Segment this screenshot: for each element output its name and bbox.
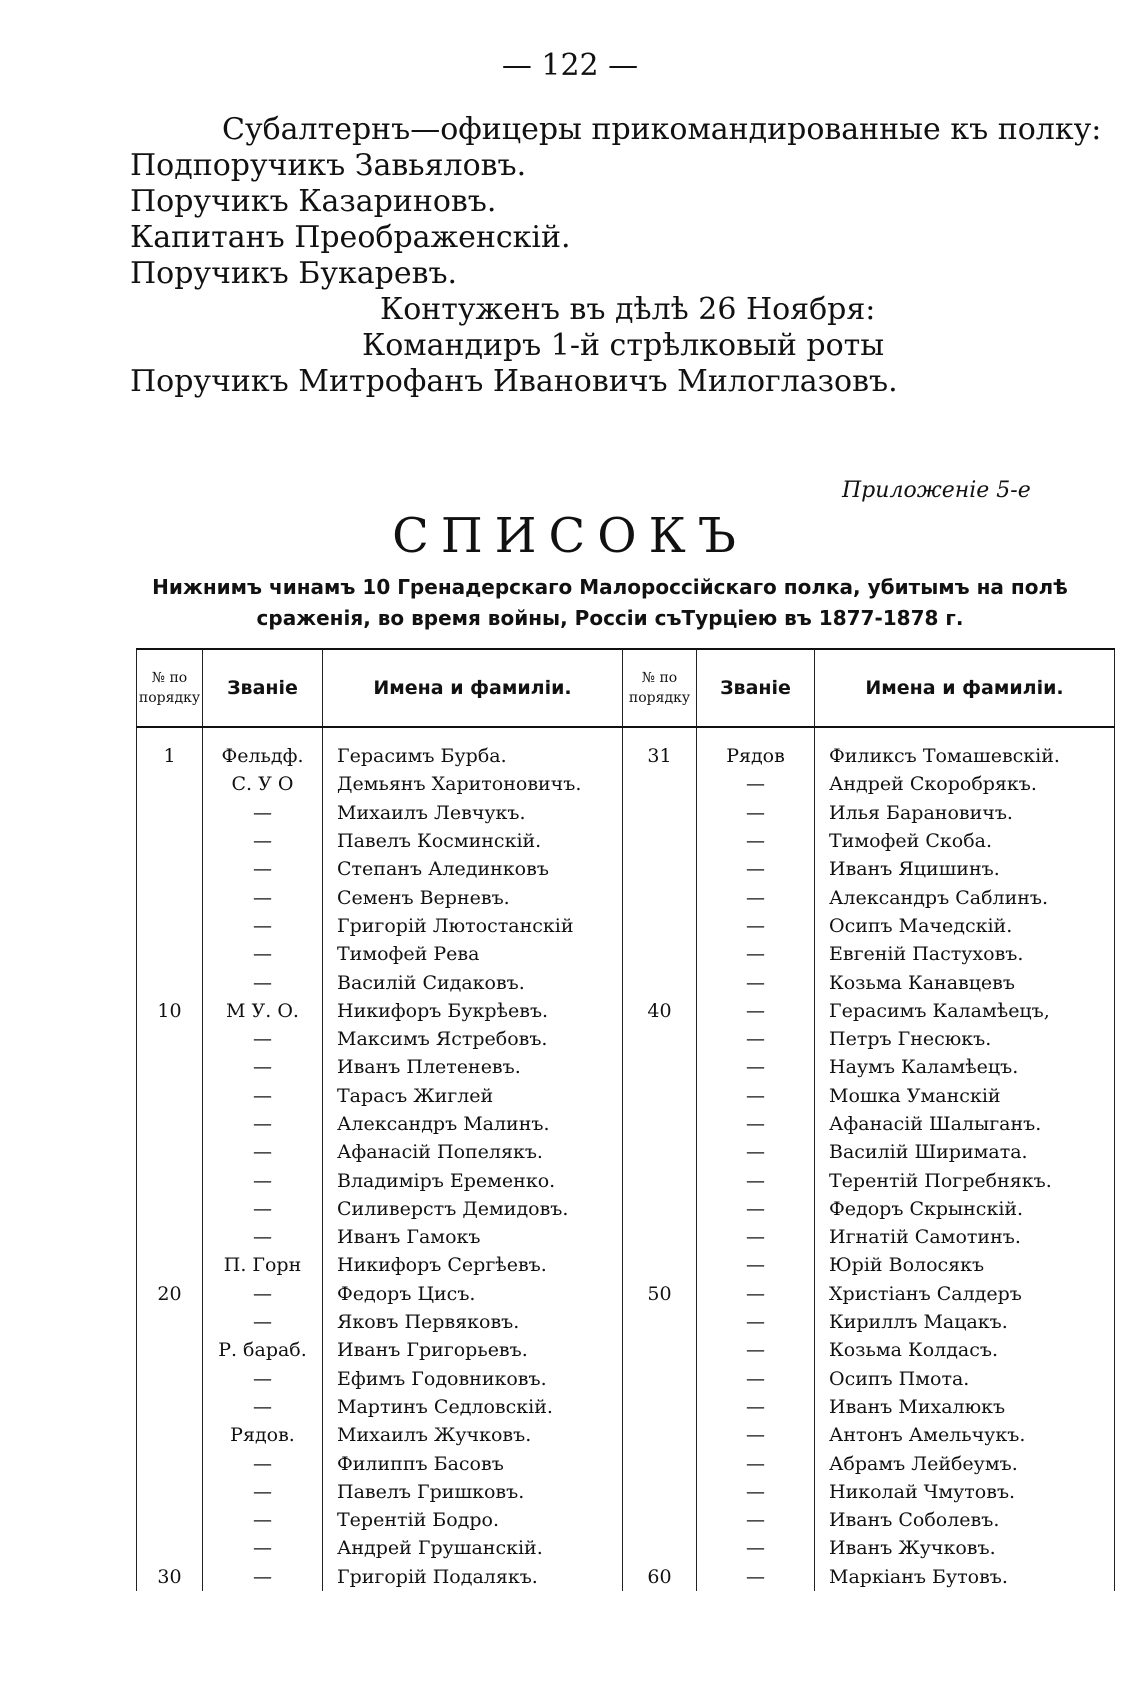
cell-name: Александръ Саблинъ. — [815, 883, 1115, 911]
table-row — [137, 1138, 1115, 1166]
table-row — [137, 968, 1115, 996]
cell-number — [623, 912, 697, 940]
cell-name: Иванъ Плетеневъ. — [323, 1053, 623, 1081]
cell-rank: — — [697, 1336, 815, 1364]
cell-rank: — — [697, 1365, 815, 1393]
cell-rank: — — [203, 1025, 323, 1053]
cell-name: Федоръ Цисъ. — [323, 1280, 623, 1308]
cell-rank: — — [697, 1053, 815, 1081]
cell-rank: Рядов. — [203, 1421, 323, 1449]
cell-name: Терентій Бодро. — [323, 1506, 623, 1534]
cell-name: Никифоръ Сергѣевъ. — [323, 1251, 623, 1279]
table-row — [137, 1365, 1115, 1393]
cell-number — [623, 855, 697, 883]
table-row — [137, 1563, 1115, 1591]
cell-name: Мошка Уманскій — [815, 1082, 1115, 1110]
intro-line: Поручикъ Митрофанъ Ивановичъ Милоглазовъ. — [130, 364, 898, 399]
table-row — [137, 940, 1115, 968]
cell-name: Иванъ Яцишинъ. — [815, 855, 1115, 883]
cell-number — [623, 1534, 697, 1562]
appendix-label: Приложеніе 5-е — [842, 478, 1031, 503]
cell-number — [137, 1449, 203, 1477]
cell-name: Наумъ Каламѣецъ. — [815, 1053, 1115, 1081]
cell-number — [623, 1449, 697, 1477]
intro-subheading: Командиръ 1-й стрѣлковый роты — [362, 328, 885, 363]
cell-number — [137, 799, 203, 827]
cell-name: Иванъ Гамокъ — [323, 1223, 623, 1251]
header-name: Имена и фамиліи. — [323, 649, 623, 727]
cell-name: Герасимъ Каламѣецъ, — [815, 997, 1115, 1025]
cell-name: Абрамъ Лейбеумъ. — [815, 1449, 1115, 1477]
cell-number — [137, 855, 203, 883]
table-row — [137, 912, 1115, 940]
cell-rank: — — [203, 1506, 323, 1534]
cell-rank: — — [697, 1563, 815, 1591]
cell-number — [623, 1308, 697, 1336]
intro-block — [130, 112, 1102, 400]
cell-name: Владиміръ Еременко. — [323, 1166, 623, 1194]
cell-number — [623, 799, 697, 827]
cell-name: Кириллъ Мацакъ. — [815, 1308, 1115, 1336]
table-row — [137, 1195, 1115, 1223]
cell-number: 10 — [137, 997, 203, 1025]
header-rank: Званіе — [697, 649, 815, 727]
cell-number — [137, 827, 203, 855]
cell-rank: — — [697, 940, 815, 968]
cell-rank: — — [697, 1251, 815, 1279]
list-subtitle — [130, 572, 1090, 634]
casualty-table — [136, 648, 1115, 1591]
table-row — [137, 855, 1115, 883]
cell-name: Евгеній Пастуховъ. — [815, 940, 1115, 968]
cell-rank: — — [697, 855, 815, 883]
cell-number — [623, 1365, 697, 1393]
cell-rank: — — [203, 912, 323, 940]
table-row — [137, 1110, 1115, 1138]
intro-line: Капитанъ Преображенскій. — [130, 220, 571, 255]
cell-number — [137, 1223, 203, 1251]
cell-rank: — — [697, 770, 815, 798]
cell-rank: Фельдф. — [203, 727, 323, 770]
cell-name: Тарасъ Жиглей — [323, 1082, 623, 1110]
table-header-row — [137, 649, 1115, 727]
table-row — [137, 770, 1115, 798]
cell-number — [137, 1082, 203, 1110]
cell-number: 40 — [623, 997, 697, 1025]
cell-number — [623, 968, 697, 996]
table-row — [137, 1534, 1115, 1562]
cell-name: Маркіанъ Бутовъ. — [815, 1563, 1115, 1591]
cell-rank: — — [203, 940, 323, 968]
cell-name: Андрей Скоробрякъ. — [815, 770, 1115, 798]
cell-number: 30 — [137, 1563, 203, 1591]
cell-rank: — — [203, 1534, 323, 1562]
cell-number: 60 — [623, 1563, 697, 1591]
cell-name: Петръ Гнесюкъ. — [815, 1025, 1115, 1053]
list-title: СПИСОКЪ — [392, 508, 748, 564]
table-row — [137, 1506, 1115, 1534]
cell-rank: — — [203, 883, 323, 911]
cell-rank: — — [697, 1506, 815, 1534]
table-row — [137, 1336, 1115, 1364]
cell-name: Степанъ Алединковъ — [323, 855, 623, 883]
table-row — [137, 1393, 1115, 1421]
cell-name: Николай Чмутовъ. — [815, 1478, 1115, 1506]
cell-number — [623, 770, 697, 798]
cell-number — [137, 1025, 203, 1053]
cell-number — [623, 940, 697, 968]
cell-name: Демьянъ Харитоновичъ. — [323, 770, 623, 798]
cell-name: Афанасій Шалыганъ. — [815, 1110, 1115, 1138]
cell-name: Козьма Колдасъ. — [815, 1336, 1115, 1364]
cell-rank: — — [203, 1365, 323, 1393]
cell-number: 1 — [137, 727, 203, 770]
cell-name: Осипъ Мачедскій. — [815, 912, 1115, 940]
cell-number — [137, 912, 203, 940]
cell-number — [623, 1110, 697, 1138]
cell-number — [137, 1534, 203, 1562]
cell-name: Юрій Волосякъ — [815, 1251, 1115, 1279]
cell-rank: — — [203, 1449, 323, 1477]
cell-rank: — — [697, 912, 815, 940]
cell-name: Григорій Лютостанскій — [323, 912, 623, 940]
cell-rank: — — [697, 1025, 815, 1053]
cell-rank: — — [697, 1110, 815, 1138]
cell-rank: — — [697, 1280, 815, 1308]
header-rank: Званіе — [203, 649, 323, 727]
cell-rank: — — [697, 1449, 815, 1477]
cell-rank: — — [203, 1166, 323, 1194]
intro-heading: Субалтернъ—офицеры прикомандированные къ полку: — [222, 112, 1102, 147]
cell-number — [623, 1393, 697, 1421]
cell-name: Ефимъ Годовниковъ. — [323, 1365, 623, 1393]
cell-rank: — — [203, 827, 323, 855]
cell-number — [623, 1138, 697, 1166]
cell-rank: — — [697, 1534, 815, 1562]
table-row — [137, 1478, 1115, 1506]
table-row — [137, 1053, 1115, 1081]
cell-rank: — — [697, 799, 815, 827]
cell-rank: — — [697, 1308, 815, 1336]
table-row — [137, 997, 1115, 1025]
cell-name: Максимъ Ястребовъ. — [323, 1025, 623, 1053]
cell-name: Мартинъ Седловскій. — [323, 1393, 623, 1421]
cell-rank: — — [203, 1138, 323, 1166]
cell-name: Герасимъ Бурба. — [323, 727, 623, 770]
cell-rank: — — [203, 1280, 323, 1308]
cell-number: 20 — [137, 1280, 203, 1308]
cell-number — [137, 1421, 203, 1449]
subtitle-line: Нижнимъ чинамъ 10 Гренадерскаго Малороссійскаго полка, убитымъ на полѣ — [152, 575, 1068, 599]
cell-name: Павелъ Косминскій. — [323, 827, 623, 855]
cell-name: Василій Сидаковъ. — [323, 968, 623, 996]
cell-number — [137, 968, 203, 996]
cell-number — [623, 1025, 697, 1053]
cell-number — [137, 1195, 203, 1223]
cell-name: Тимофей Рева — [323, 940, 623, 968]
cell-rank: — — [203, 1223, 323, 1251]
cell-number — [623, 1251, 697, 1279]
cell-number — [623, 1053, 697, 1081]
cell-name: Иванъ Михалюкъ — [815, 1393, 1115, 1421]
cell-rank: — — [697, 1421, 815, 1449]
cell-rank: — — [697, 883, 815, 911]
table-row — [137, 1421, 1115, 1449]
cell-rank: — — [203, 1478, 323, 1506]
table-row — [137, 1025, 1115, 1053]
header-name: Имена и фамиліи. — [815, 649, 1115, 727]
table-row — [137, 1166, 1115, 1194]
cell-name: Яковъ Первяковъ. — [323, 1308, 623, 1336]
cell-rank: — — [203, 1195, 323, 1223]
cell-rank: — — [697, 1195, 815, 1223]
table-row — [137, 1280, 1115, 1308]
cell-name: Филиксъ Томашевскій. — [815, 727, 1115, 770]
cell-rank: — — [697, 1393, 815, 1421]
intro-line: Подпоручикъ Завьяловъ. — [130, 148, 527, 183]
page-number: — 122 — — [501, 48, 639, 83]
cell-rank: П. Горн — [203, 1251, 323, 1279]
cell-rank: — — [697, 1138, 815, 1166]
cell-name: Андрей Грушанскій. — [323, 1534, 623, 1562]
cell-rank: — — [697, 1082, 815, 1110]
cell-name: Христіанъ Салдеръ — [815, 1280, 1115, 1308]
cell-name: Семенъ Верневъ. — [323, 883, 623, 911]
cell-number: 50 — [623, 1280, 697, 1308]
cell-rank: С. У О — [203, 770, 323, 798]
cell-name: Илья Барановичъ. — [815, 799, 1115, 827]
cell-rank: М У. О. — [203, 997, 323, 1025]
cell-name: Козьма Канавцевъ — [815, 968, 1115, 996]
cell-rank: — — [203, 1308, 323, 1336]
cell-rank: — — [697, 1478, 815, 1506]
cell-name: Василій Ширимата. — [815, 1138, 1115, 1166]
table-row — [137, 1082, 1115, 1110]
cell-name: Михаилъ Левчукъ. — [323, 799, 623, 827]
cell-number — [137, 1506, 203, 1534]
cell-rank: — — [203, 968, 323, 996]
table-row — [137, 1251, 1115, 1279]
intro-line: Поручикъ Букаревъ. — [130, 256, 458, 291]
cell-name: Игнатій Самотинъ. — [815, 1223, 1115, 1251]
cell-name: Осипъ Пмота. — [815, 1365, 1115, 1393]
intro-line: Поручикъ Казариновъ. — [130, 184, 497, 219]
table-row — [137, 827, 1115, 855]
cell-rank: — — [203, 1393, 323, 1421]
cell-number — [137, 1251, 203, 1279]
cell-name: Филиппъ Басовъ — [323, 1449, 623, 1477]
table-row — [137, 799, 1115, 827]
cell-rank: — — [203, 799, 323, 827]
cell-name: Никифоръ Букрѣевъ. — [323, 997, 623, 1025]
cell-number — [137, 1308, 203, 1336]
table-row — [137, 883, 1115, 911]
header-number: № по порядку — [623, 649, 697, 727]
cell-number — [137, 1053, 203, 1081]
cell-number — [137, 1365, 203, 1393]
cell-rank: — — [697, 968, 815, 996]
cell-rank: — — [697, 1166, 815, 1194]
cell-name: Силиверстъ Демидовъ. — [323, 1195, 623, 1223]
cell-name: Иванъ Григорьевъ. — [323, 1336, 623, 1364]
cell-number — [137, 1393, 203, 1421]
cell-rank: Р. бараб. — [203, 1336, 323, 1364]
cell-number — [137, 1336, 203, 1364]
table-row — [137, 1223, 1115, 1251]
cell-name: Афанасій Попелякъ. — [323, 1138, 623, 1166]
cell-number — [623, 1082, 697, 1110]
table-row — [137, 1449, 1115, 1477]
cell-name: Терентій Погребнякъ. — [815, 1166, 1115, 1194]
cell-number — [623, 827, 697, 855]
cell-rank: — — [203, 1053, 323, 1081]
header-number: № по порядку — [137, 649, 203, 727]
cell-number — [623, 1506, 697, 1534]
cell-number — [137, 940, 203, 968]
cell-name: Антонъ Амельчукъ. — [815, 1421, 1115, 1449]
cell-number — [137, 1110, 203, 1138]
cell-number — [623, 1421, 697, 1449]
cell-name: Александръ Малинъ. — [323, 1110, 623, 1138]
cell-name: Иванъ Жучковъ. — [815, 1534, 1115, 1562]
cell-name: Иванъ Соболевъ. — [815, 1506, 1115, 1534]
intro-subheading: Контуженъ въ дѣлѣ 26 Ноября: — [380, 292, 876, 327]
cell-number — [137, 770, 203, 798]
cell-number — [623, 1336, 697, 1364]
cell-number: 31 — [623, 727, 697, 770]
table-row — [137, 727, 1115, 770]
cell-name: Михаилъ Жучковъ. — [323, 1421, 623, 1449]
cell-rank: — — [203, 1110, 323, 1138]
cell-number — [137, 883, 203, 911]
cell-number — [137, 1138, 203, 1166]
cell-rank: — — [697, 1223, 815, 1251]
cell-name: Тимофей Скоба. — [815, 827, 1115, 855]
cell-rank: — — [203, 1082, 323, 1110]
table-row — [137, 1308, 1115, 1336]
cell-number — [623, 1223, 697, 1251]
cell-number — [623, 883, 697, 911]
cell-rank: — — [697, 997, 815, 1025]
cell-rank: — — [697, 827, 815, 855]
cell-number — [623, 1166, 697, 1194]
cell-number — [137, 1478, 203, 1506]
cell-rank: — — [203, 855, 323, 883]
cell-number — [623, 1478, 697, 1506]
cell-name: Павелъ Гришковъ. — [323, 1478, 623, 1506]
subtitle-line: сраженія, во время войны, Россіи съТурціею въ 1877-1878 г. — [256, 606, 964, 630]
cell-number — [623, 1195, 697, 1223]
cell-rank: Рядов — [697, 727, 815, 770]
cell-rank: — — [203, 1563, 323, 1591]
cell-number — [137, 1166, 203, 1194]
cell-name: Григорій Подалякъ. — [323, 1563, 623, 1591]
cell-name: Федоръ Скрынскій. — [815, 1195, 1115, 1223]
